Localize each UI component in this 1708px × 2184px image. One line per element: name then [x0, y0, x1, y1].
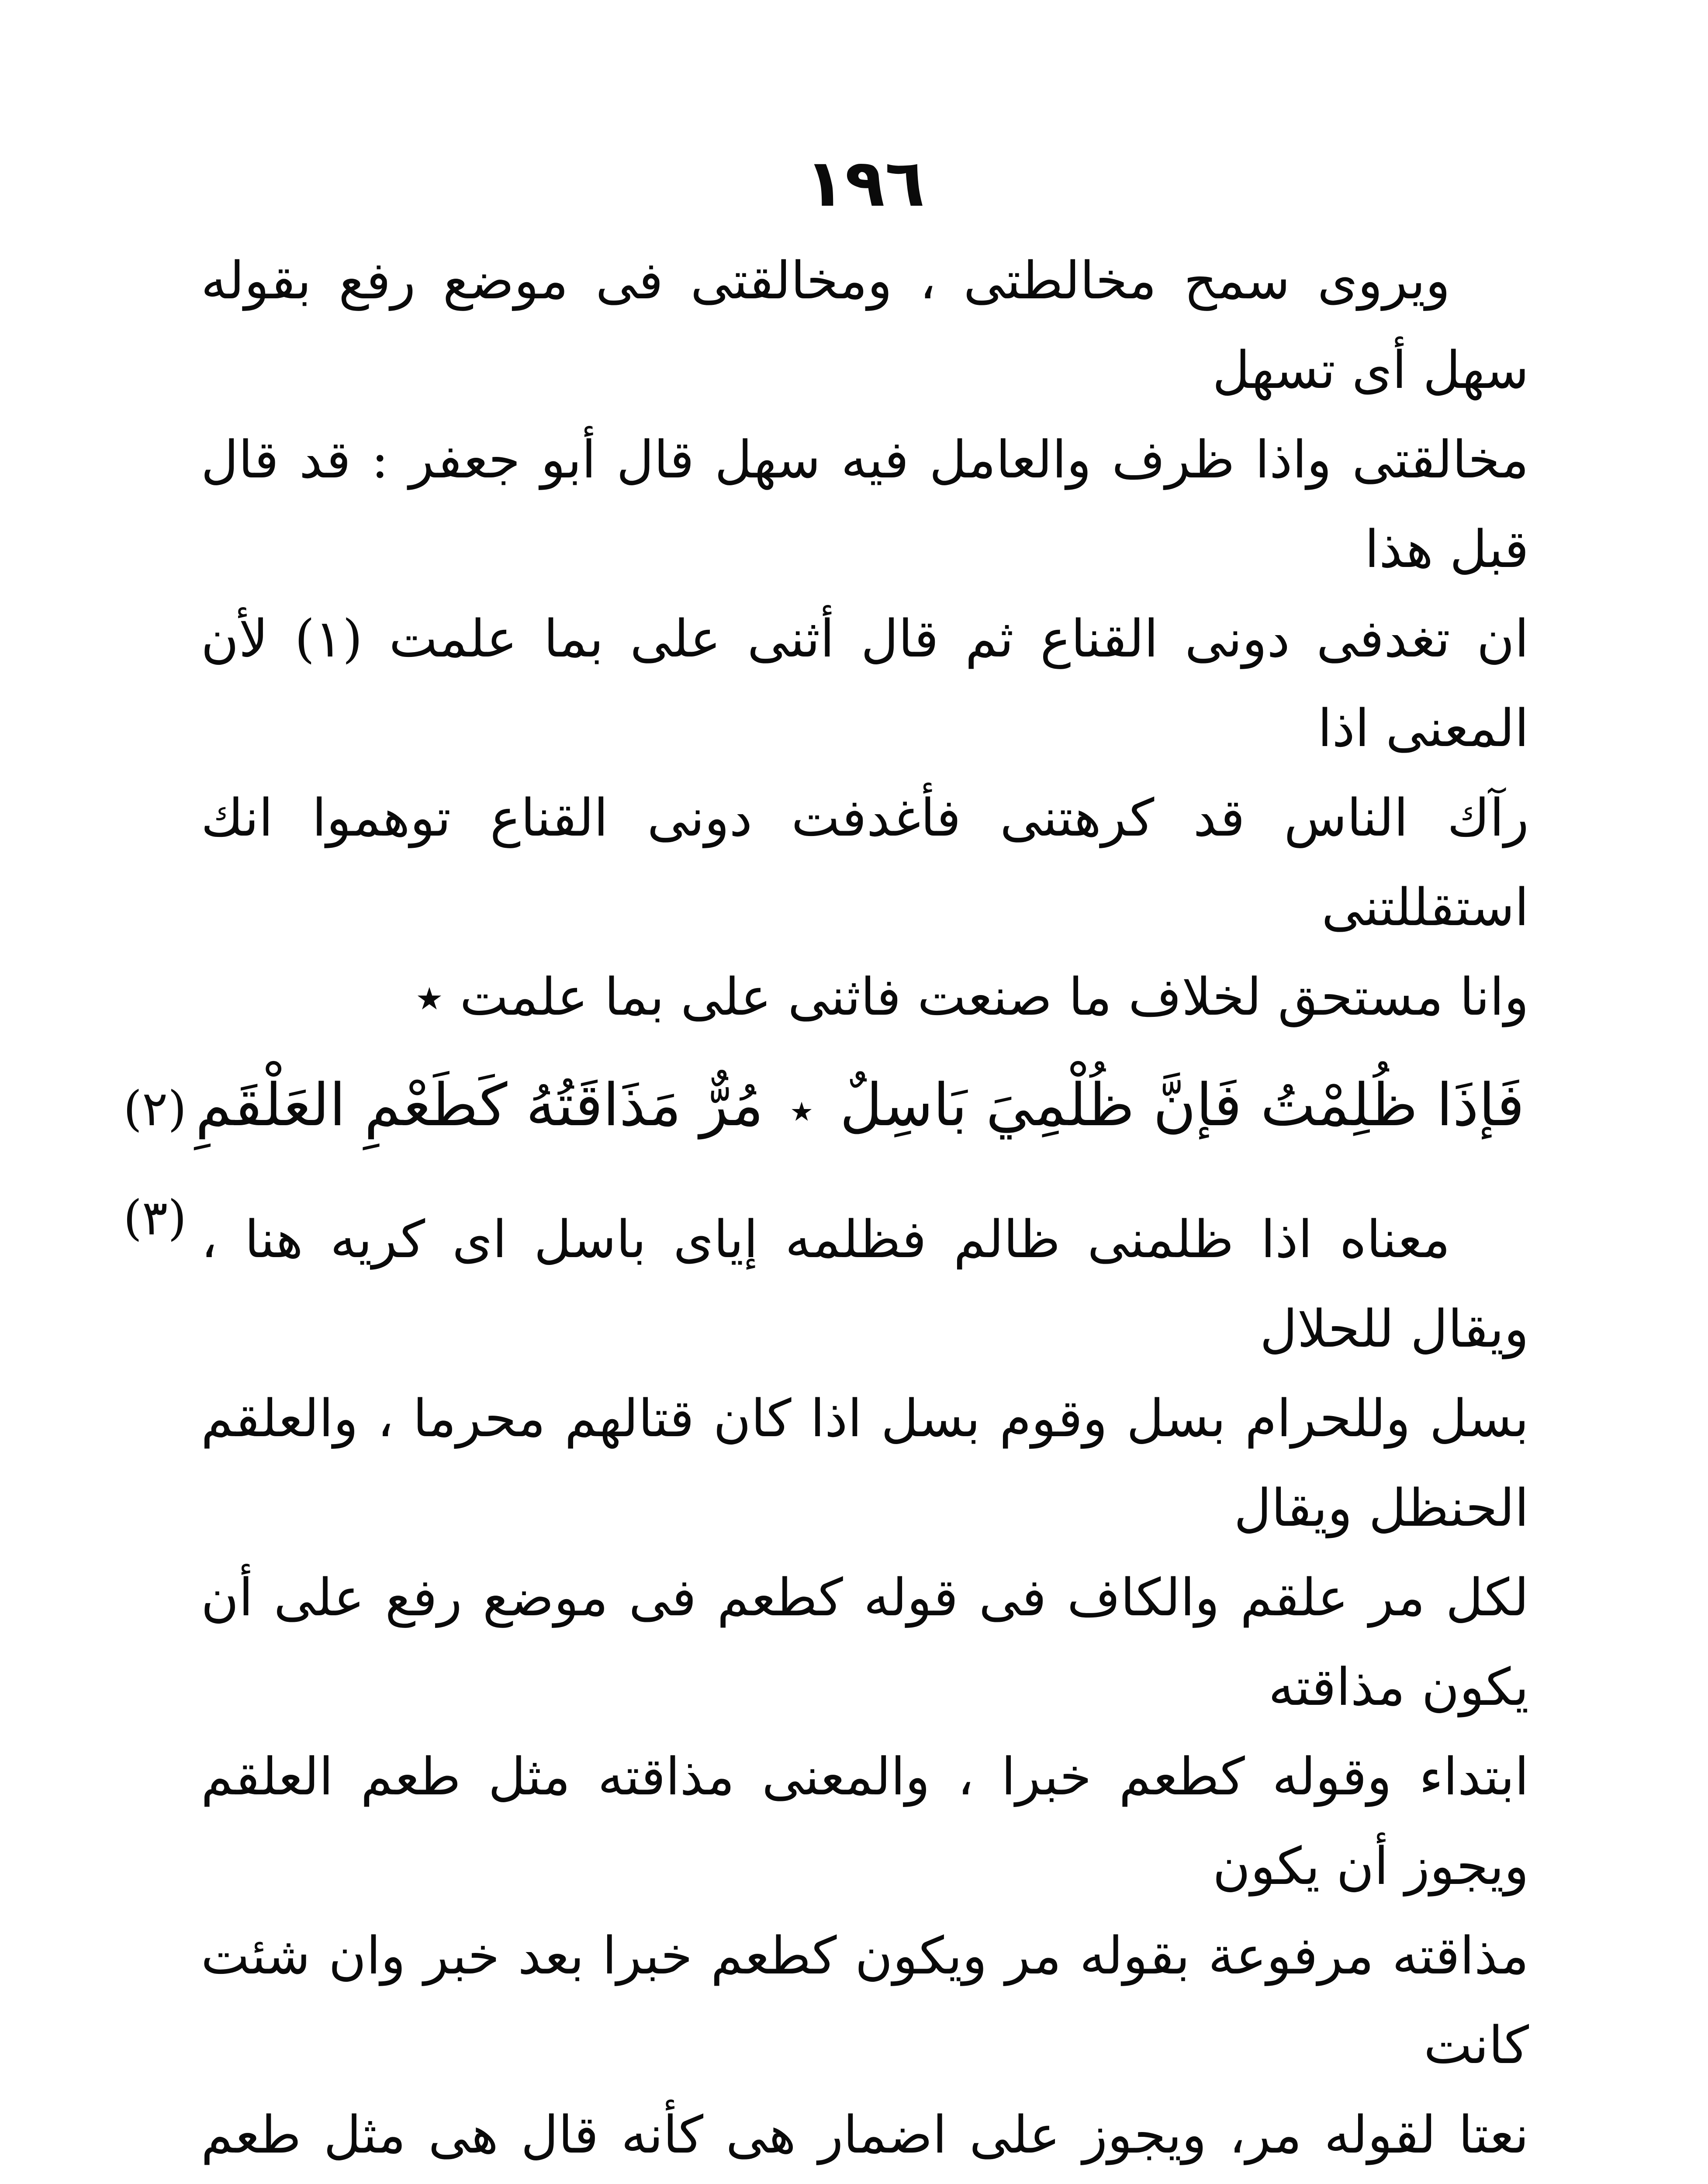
- commentary-line: ابتداء وقوله كطعم خبرا ، والمعنى مذاقته مثل طعم العلقم ويجوز أن يكون: [201, 1746, 1529, 1896]
- commentary-line: رآك الناس قد كرهتنى فأغدفت دونى القناع توهموا انك استقللتنى: [201, 788, 1529, 937]
- commentary-line: نعتا لقوله مر، ويجوز على اضمار هى كأنه قال هى مثل طعم: [201, 2105, 1529, 2165]
- verse-second-hemistich: مُرٌّ مَذَاقَتُهُ كَطَعْمِ العَلْقَمِ: [195, 1071, 764, 1139]
- verse-first-hemistich: فَإذَا ظُلِمْتُ فَإنَّ ظُلْمِيَ بَاسِلٌ: [840, 1071, 1525, 1139]
- commentary-line: بسل وللحرام بسل وقوم بسل اذا كان قتالهم محرما ، والعلقم الحنظل ويقال: [201, 1388, 1529, 1538]
- commentary-block-1: [201, 236, 1529, 1042]
- commentary-line: لكل مر علقم والكاف فى قوله كطعم فى موضع رفع على أن يكون مذاقته: [201, 1567, 1529, 1717]
- verse-line-1: [123, 1051, 1529, 1246]
- commentary-line: مذاقته مرفوعة بقوله مر ويكون كطعم خبرا بعد خبر وان شئت كانت: [201, 1925, 1529, 2075]
- page-number: ١٩٦: [805, 145, 925, 221]
- book-page: [123, 144, 1529, 2184]
- commentary-line: ان تغدفى دونى القناع ثم قال أثنى على بما علمت (١) لأن المعنى اذا: [201, 608, 1529, 758]
- verse-separator: ٭: [789, 1085, 814, 1136]
- commentary-line: معناه اذا ظلمنى ظالم فظلمه إياى باسل اى كريه هنا ، ويقال للحلال: [201, 1209, 1529, 1359]
- footnote-marker: (٢)(٣): [123, 1081, 187, 1246]
- commentary-line: وانا مستحق لخلاف ما صنعت فاثنى على بما علمت ٭: [415, 967, 1529, 1027]
- commentary-line: مخالقتى واذا ظرف والعامل فيه سهل قال أبو جعفر : قد قال قبل هذا: [201, 429, 1529, 579]
- commentary-block-2: [201, 1195, 1529, 2184]
- commentary-line: ويروى سمح مخالطتى ، ومخالقتى فى موضع رفع بقوله سهل أى تسهل: [201, 250, 1529, 400]
